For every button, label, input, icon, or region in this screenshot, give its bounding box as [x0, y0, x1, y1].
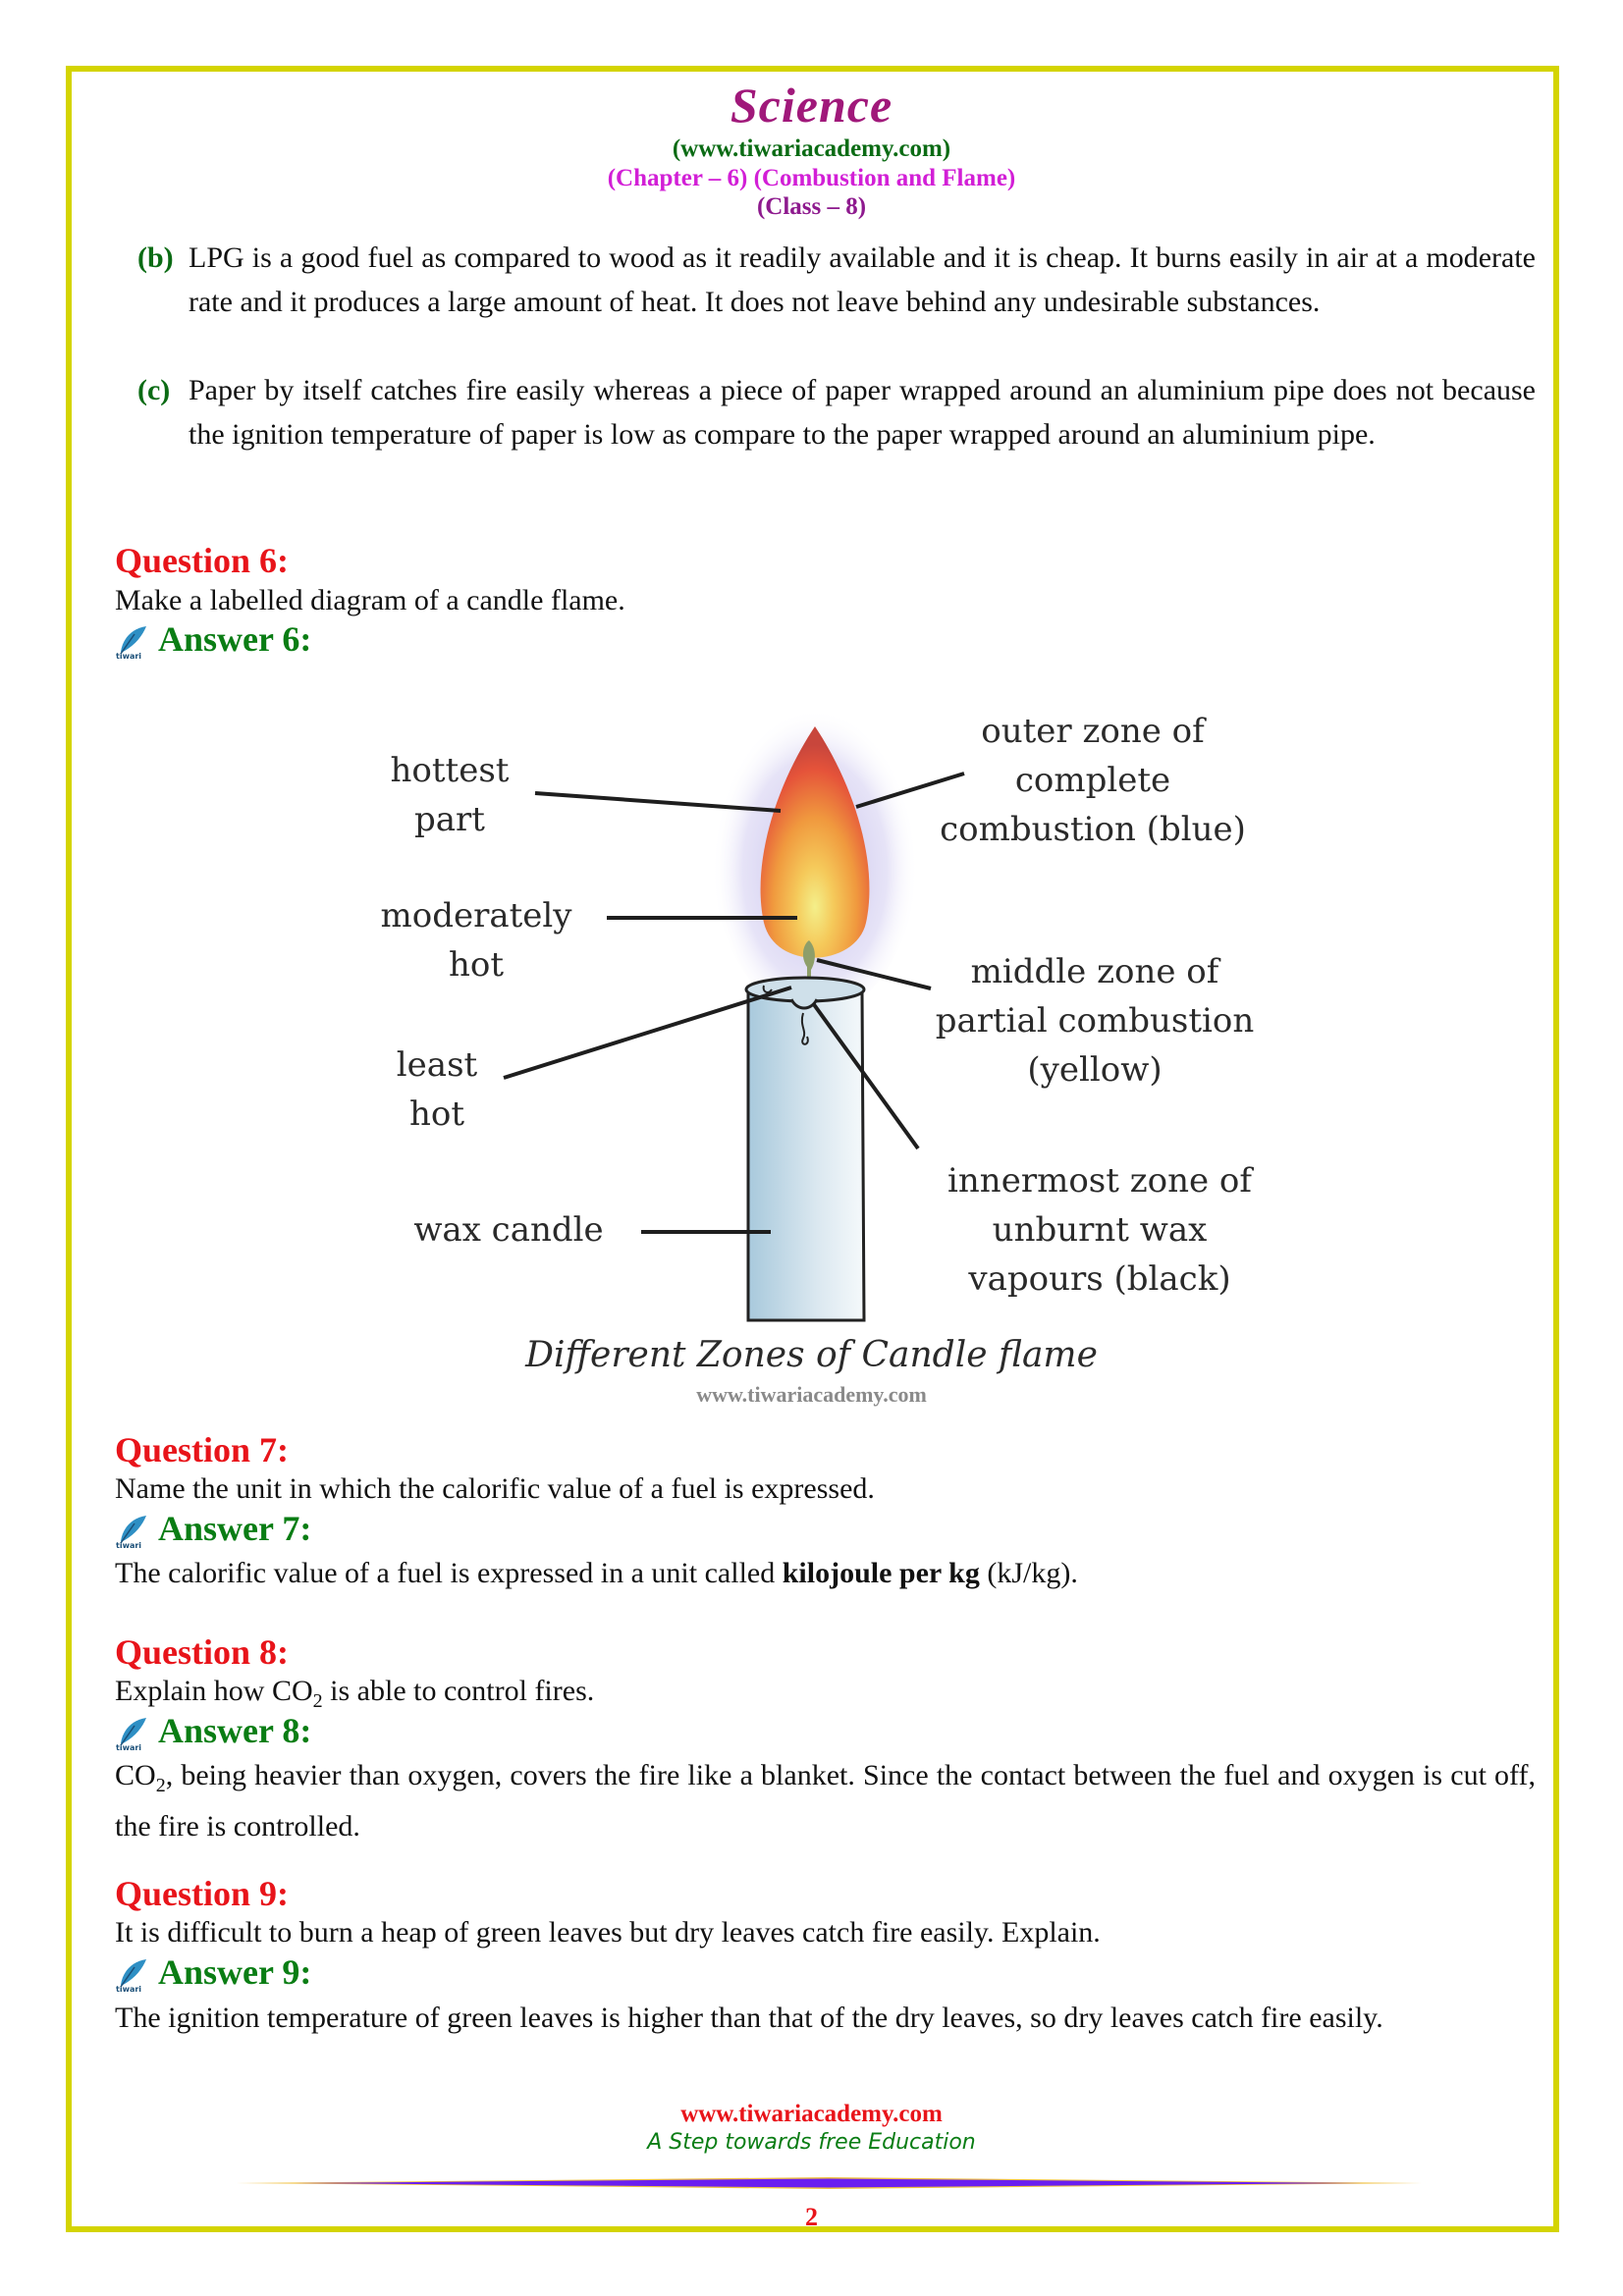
footer-tagline: A Step towards free Education [647, 2130, 976, 2155]
answer-heading-text: Answer 6: [158, 619, 312, 659]
page-number: 2 [805, 2203, 818, 2231]
label-innermost-zone: innermost zone of unburnt wax vapours (black) [947, 1161, 1252, 1299]
header-class: (Class – 8) [756, 193, 867, 220]
answer-heading-text: Answer 7: [158, 1509, 312, 1548]
answer-emphasis: kilojoule per kg [782, 1557, 980, 1589]
flame-graphic [712, 692, 918, 1016]
tiwari-quill-icon [115, 1514, 150, 1549]
candle-graphic [746, 978, 864, 1320]
diagram-caption: Different Zones of Candle flame [525, 1335, 1098, 1375]
label-outer-zone: outer zone of complete combustion (blue) [940, 712, 1246, 849]
answer-heading [115, 1710, 311, 1751]
question-text: Name the unit in which the calorific value of a fuel is expressed. [115, 1472, 875, 1505]
answer-heading [115, 1951, 311, 1993]
tiwari-quill-icon [115, 1716, 150, 1751]
page-title: Science [730, 78, 893, 133]
question-text: It is difficult to burn a heap of green leaves but dry leaves catch fire easily. Explain. [115, 1916, 1101, 1949]
question-heading: Question 7: [115, 1430, 290, 1469]
question-text: Explain how $CO_2$ is able to control fires. [115, 1675, 595, 1712]
question-heading: Question 9: [115, 1874, 290, 1913]
question-text: Make a labelled diagram of a candle flame. [115, 584, 625, 616]
question-heading: Question 6: [115, 541, 290, 580]
answer-text: $CO_2$, being heavier than oxygen, covers the fire like a blanket. Since the contact between the fuel and oxygen is cut off, the fire is controlled. [115, 1759, 1536, 1842]
part-text: LPG is a good fuel as compared to wood as it readily available and it is cheap. It burns easily in air at a moderate rate and it produces a large amount of heat. It does not leave behind any undesirable substances. [189, 241, 1536, 318]
answer-heading-text: Answer 9: [158, 1952, 312, 1992]
label-hottest-part: hottest part [390, 751, 510, 839]
label-middle-zone: middle zone of partial combustion (yellow) [935, 952, 1255, 1090]
diagram-watermark: www.tiwariacademy.com [696, 1382, 927, 1407]
tiwari-quill-icon [115, 1957, 150, 1993]
answer-heading [115, 1508, 311, 1549]
label-wax-candle: wax candle [413, 1210, 604, 1250]
svg-text:tiwari: tiwari [116, 652, 142, 660]
answer-heading-text: Answer 8: [158, 1711, 312, 1750]
header-chapter: (Chapter – 6) (Combustion and Flame) [607, 165, 1016, 191]
svg-text:tiwari: tiwari [116, 1985, 142, 1993]
question-heading: Question 8: [115, 1632, 290, 1672]
svg-text:tiwari: tiwari [116, 1743, 142, 1751]
answer-text: The ignition temperature of green leaves is higher than that of the dry leaves, so dry leaves catch fire easily. [115, 2002, 1383, 2034]
header-site: (www.tiwariacademy.com) [672, 135, 951, 162]
part-label: (b) [137, 241, 174, 274]
part-text: Paper by itself catches fire easily whereas a piece of paper wrapped around an aluminium pipe does not because the ignition temperature of paper is low as compare to the paper wrapped around an aluminium pipe. [189, 374, 1536, 451]
answer-text: The calorific value of a fuel is expressed in a unit called kilojoule per kg (kJ/kg). [115, 1557, 1078, 1589]
footer-url: www.tiwariacademy.com [680, 2101, 943, 2127]
footer-divider [236, 2177, 1422, 2189]
label-moderately-hot: moderately hot [380, 896, 572, 985]
part-label: (c) [137, 374, 171, 406]
label-least-hot: least hot [396, 1045, 478, 1134]
svg-text:tiwari: tiwari [116, 1541, 142, 1549]
